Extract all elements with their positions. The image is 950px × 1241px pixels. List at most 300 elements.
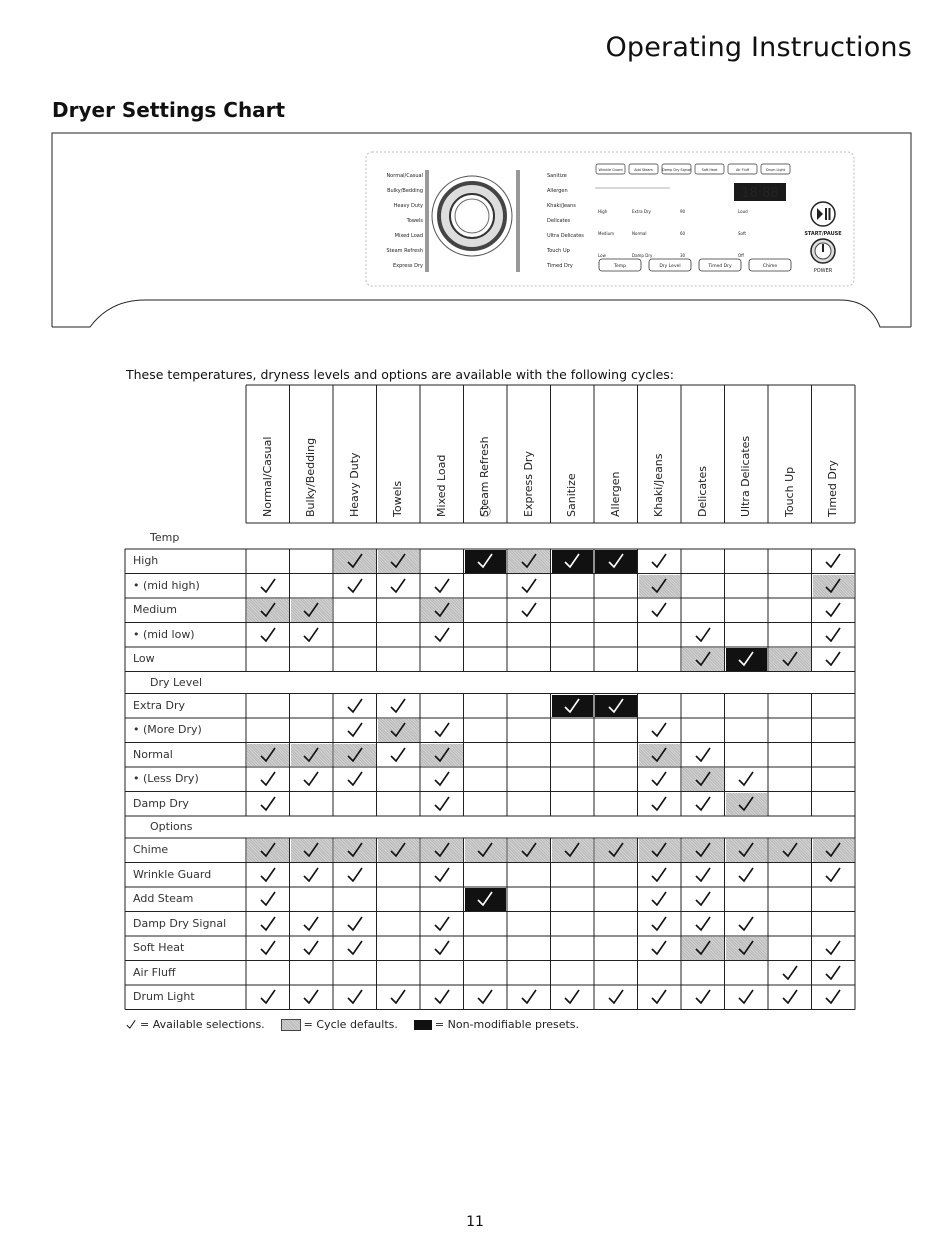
checkmark-cell-chime-heavy-duty xyxy=(334,839,376,862)
checkmark-icon xyxy=(562,988,582,1006)
column-header-khaki-jeans: Khaki/Jeans xyxy=(652,453,666,517)
checkmark-icon xyxy=(301,770,321,788)
checkmark-icon xyxy=(736,988,756,1006)
checkmark-icon xyxy=(475,841,495,859)
checkmark-cell-chime-allergen xyxy=(595,839,637,862)
checkmark-cell-high-towels xyxy=(378,550,420,573)
row-label-wrinkle-guard: Wrinkle Guard xyxy=(133,867,212,881)
svg-text:POWER: POWER xyxy=(813,268,833,274)
checkmark-icon xyxy=(693,650,713,668)
checkmark-cell-mid-low-timed-dry xyxy=(813,624,855,647)
cycle-label-khaki-jeans: Khaki/Jeans xyxy=(547,203,576,209)
checkmark-icon xyxy=(649,841,669,859)
checkmark-cell-more-dry-heavy-duty xyxy=(334,719,376,742)
checkmark-cell-drum-light-khaki-jeans xyxy=(639,986,681,1009)
svg-text:Loud: Loud xyxy=(738,209,748,214)
checkmark-cell-drum-light-allergen xyxy=(595,986,637,1009)
checkmark-cell-extra-dry-sanitize xyxy=(552,695,594,718)
checkmark-icon xyxy=(649,552,669,570)
checkmark-icon xyxy=(258,626,278,644)
checkmark-cell-wrinkle-guard-ultra-delicates xyxy=(726,864,768,887)
row-label-extra-dry: Extra Dry xyxy=(133,698,186,712)
checkmark-cell-medium-timed-dry xyxy=(813,599,855,622)
checkmark-cell-damp-dry-mixed-load xyxy=(421,793,463,816)
svg-text:Soft: Soft xyxy=(738,231,746,236)
checkmark-cell-damp-dry-delicates xyxy=(682,793,724,816)
checkmark-icon xyxy=(258,577,278,595)
checkmark-cell-add-steam-khaki-jeans xyxy=(639,888,681,911)
cycle-label-touch-up: Touch Up xyxy=(547,248,570,254)
section-header-options: Options xyxy=(150,820,193,833)
checkmark-icon xyxy=(736,915,756,933)
checkmark-icon xyxy=(823,988,843,1006)
checkmark-cell-wrinkle-guard-bulky-bedding xyxy=(291,864,333,887)
checkmark-cell-normal-mixed-load xyxy=(421,744,463,767)
page-number: 11 xyxy=(466,1214,484,1230)
checkmark-icon xyxy=(823,601,843,619)
checkmark-cell-drum-light-delicates xyxy=(682,986,724,1009)
checkmark-cell-drum-light-steam-refresh xyxy=(465,986,507,1009)
option-button-label: Damp Dry Signal xyxy=(662,168,691,172)
checkmark-cell-damp-dry-signal-normal-casual xyxy=(247,913,289,936)
row-label-damp-dry-signal: Damp Dry Signal xyxy=(133,916,227,930)
section-title: Dryer Settings Chart xyxy=(52,98,286,122)
checkmark-icon xyxy=(258,795,278,813)
checkmark-icon xyxy=(649,890,669,908)
checkmark-icon xyxy=(606,988,626,1006)
checkmark-icon xyxy=(693,746,713,764)
checkmark-cell-less-dry-khaki-jeans xyxy=(639,768,681,791)
checkmark-cell-low-ultra-delicates xyxy=(726,648,768,671)
checkmark-icon xyxy=(649,601,669,619)
svg-text:18:88: 18:88 xyxy=(741,186,779,201)
checkmark-cell-soft-heat-delicates xyxy=(682,937,724,960)
checkmark-icon xyxy=(693,988,713,1006)
checkmark-cell-drum-light-touch-up xyxy=(769,986,811,1009)
row-label-mid-low: • (mid low) xyxy=(133,627,195,641)
checkmark-cell-wrinkle-guard-heavy-duty xyxy=(334,864,376,887)
checkmark-cell-medium-bulky-bedding xyxy=(291,599,333,622)
checkmark-cell-damp-dry-signal-khaki-jeans xyxy=(639,913,681,936)
checkmark-icon xyxy=(388,746,408,764)
checkmark-icon xyxy=(432,626,452,644)
svg-text:Off: Off xyxy=(738,253,744,258)
checkmark-icon xyxy=(301,939,321,957)
checkmark-icon xyxy=(736,795,756,813)
checkmark-icon xyxy=(345,841,365,859)
page-header-title: Operating Instructions xyxy=(605,32,912,63)
checkmark-icon xyxy=(258,601,278,619)
checkmark-cell-wrinkle-guard-khaki-jeans xyxy=(639,864,681,887)
column-header-mixed-load: Mixed Load xyxy=(434,454,448,517)
checkmark-cell-damp-dry-signal-mixed-load xyxy=(421,913,463,936)
section-header-temp: Temp xyxy=(150,531,180,544)
checkmark-cell-wrinkle-guard-normal-casual xyxy=(247,864,289,887)
checkmark-icon xyxy=(432,577,452,595)
checkmark-icon xyxy=(519,841,539,859)
checkmark-icon xyxy=(345,988,365,1006)
checkmark-cell-medium-normal-casual xyxy=(247,599,289,622)
checkmark-cell-high-heavy-duty xyxy=(334,550,376,573)
column-header-heavy-duty: Heavy Duty xyxy=(347,452,361,517)
checkmark-icon xyxy=(693,626,713,644)
checkmark-icon xyxy=(562,697,582,715)
checkmark-cell-mid-low-delicates xyxy=(682,624,724,647)
checkmark-icon xyxy=(823,552,843,570)
column-header-express-dry: Express Dry xyxy=(521,451,535,517)
column-header-towels: Towels xyxy=(391,480,405,517)
checkmark-icon xyxy=(823,964,843,982)
checkmark-icon xyxy=(736,650,756,668)
svg-text:Extra Dry: Extra Dry xyxy=(632,209,651,214)
cycle-label-steam-refresh: Steam Refresh xyxy=(386,248,423,254)
checkmark-icon xyxy=(519,601,539,619)
checkmark-icon xyxy=(736,770,756,788)
checkmark-cell-chime-express-dry xyxy=(508,839,550,862)
checkmark-icon xyxy=(345,721,365,739)
checkmark-cell-mid-high-mixed-load xyxy=(421,575,463,598)
checkmark-cell-air-fluff-touch-up xyxy=(769,962,811,985)
column-header-timed-dry: Timed Dry xyxy=(826,460,840,517)
row-label-soft-heat: Soft Heat xyxy=(133,941,185,955)
checkmark-icon xyxy=(388,552,408,570)
option-button-label: Add Steam xyxy=(634,168,653,172)
checkmark-cell-soft-heat-mixed-load xyxy=(421,937,463,960)
checkmark-cell-mid-high-towels xyxy=(378,575,420,598)
legend-defaults: = Cycle defaults. xyxy=(303,1018,398,1031)
checkmark-icon xyxy=(388,721,408,739)
option-button-label: Wrinkle Guard xyxy=(598,168,623,172)
checkmark-icon xyxy=(649,915,669,933)
checkmark-cell-drum-light-towels xyxy=(378,986,420,1009)
checkmark-cell-normal-delicates xyxy=(682,744,724,767)
option-button-label: Drum Light xyxy=(766,168,785,172)
row-label-mid-high: • (mid high) xyxy=(133,578,200,592)
checkmark-icon xyxy=(432,770,452,788)
checkmark-cell-wrinkle-guard-mixed-load xyxy=(421,864,463,887)
option-button-label: Air Fluff xyxy=(735,168,750,172)
checkmark-cell-drum-light-timed-dry xyxy=(813,986,855,1009)
checkmark-icon xyxy=(823,866,843,884)
checkmark-icon xyxy=(125,1019,137,1030)
checkmark-icon xyxy=(301,746,321,764)
checkmark-cell-drum-light-express-dry xyxy=(508,986,550,1009)
checkmark-cell-drum-light-bulky-bedding xyxy=(291,986,333,1009)
checkmark-cell-soft-heat-heavy-duty xyxy=(334,937,376,960)
checkmark-cell-chime-bulky-bedding xyxy=(291,839,333,862)
checkmark-cell-add-steam-steam-refresh xyxy=(465,888,507,911)
checkmark-icon xyxy=(562,552,582,570)
checkmark-icon xyxy=(736,841,756,859)
checkmark-cell-less-dry-bulky-bedding xyxy=(291,768,333,791)
checkmark-cell-extra-dry-towels xyxy=(378,695,420,718)
checkmark-cell-drum-light-mixed-load xyxy=(421,986,463,1009)
checkmark-icon xyxy=(388,697,408,715)
checkmark-cell-less-dry-ultra-delicates xyxy=(726,768,768,791)
checkmark-cell-normal-towels xyxy=(378,744,420,767)
svg-text:START/PAUSE: START/PAUSE xyxy=(804,231,842,237)
checkmark-icon xyxy=(432,721,452,739)
checkmark-cell-more-dry-towels xyxy=(378,719,420,742)
checkmark-icon xyxy=(258,915,278,933)
cycle-label-allergen: Allergen xyxy=(547,188,568,194)
checkmark-cell-soft-heat-bulky-bedding xyxy=(291,937,333,960)
column-header-steam-refresh: Steam Refresh xyxy=(478,436,492,517)
checkmark-icon xyxy=(780,841,800,859)
checkmark-icon xyxy=(519,552,539,570)
checkmark-icon xyxy=(388,841,408,859)
checkmark-cell-mid-high-timed-dry xyxy=(813,575,855,598)
cycle-label-express-dry: Express Dry xyxy=(393,263,423,269)
checkmark-cell-soft-heat-timed-dry xyxy=(813,937,855,960)
checkmark-icon xyxy=(301,626,321,644)
column-header-normal-casual: Normal/Casual xyxy=(260,436,274,517)
checkmark-cell-mid-high-heavy-duty xyxy=(334,575,376,598)
row-label-normal: Normal xyxy=(133,747,173,761)
checkmark-cell-high-express-dry xyxy=(508,550,550,573)
cycle-label-sanitize: Sanitize xyxy=(547,173,567,179)
checkmark-cell-drum-light-ultra-delicates xyxy=(726,986,768,1009)
checkmark-cell-chime-normal-casual xyxy=(247,839,289,862)
checkmark-cell-medium-express-dry xyxy=(508,599,550,622)
checkmark-cell-less-dry-normal-casual xyxy=(247,768,289,791)
checkmark-icon xyxy=(301,988,321,1006)
checkmark-icon xyxy=(649,939,669,957)
checkmark-cell-chime-khaki-jeans xyxy=(639,839,681,862)
checkmark-cell-extra-dry-heavy-duty xyxy=(334,695,376,718)
checkmark-cell-high-khaki-jeans xyxy=(639,550,681,573)
checkmark-cell-chime-steam-refresh xyxy=(465,839,507,862)
checkmark-cell-mid-high-khaki-jeans xyxy=(639,575,681,598)
checkmark-icon xyxy=(345,770,365,788)
checkmark-cell-damp-dry-ultra-delicates xyxy=(726,793,768,816)
row-label-damp-dry: Damp Dry xyxy=(133,796,189,810)
checkmark-icon xyxy=(345,746,365,764)
row-label-add-steam: Add Steam xyxy=(133,892,194,906)
checkmark-cell-medium-khaki-jeans xyxy=(639,599,681,622)
checkmark-cell-wrinkle-guard-timed-dry xyxy=(813,864,855,887)
preset-swatch xyxy=(414,1020,432,1030)
checkmark-icon xyxy=(432,795,452,813)
cycle-label-towels: Towels xyxy=(406,218,423,224)
checkmark-icon xyxy=(649,577,669,595)
checkmark-icon xyxy=(649,795,669,813)
checkmark-cell-chime-timed-dry xyxy=(813,839,855,862)
checkmark-icon xyxy=(475,890,495,908)
checkmark-cell-mid-low-mixed-load xyxy=(421,624,463,647)
checkmark-icon xyxy=(693,770,713,788)
column-header-touch-up: Touch Up xyxy=(782,466,796,517)
setting-button-label: Chime xyxy=(762,264,778,269)
checkmark-icon xyxy=(649,770,669,788)
checkmark-cell-chime-touch-up xyxy=(769,839,811,862)
checkmark-icon xyxy=(432,939,452,957)
checkmark-cell-mid-high-express-dry xyxy=(508,575,550,598)
checkmark-icon xyxy=(258,746,278,764)
checkmark-icon xyxy=(693,890,713,908)
checkmark-icon xyxy=(649,746,669,764)
svg-text:Medium: Medium xyxy=(598,231,614,236)
checkmark-icon xyxy=(388,577,408,595)
checkmark-cell-wrinkle-guard-delicates xyxy=(682,864,724,887)
checkmark-cell-high-steam-refresh xyxy=(465,550,507,573)
checkmark-icon xyxy=(823,626,843,644)
option-button-label: Soft Heat xyxy=(701,168,718,172)
checkmark-cell-soft-heat-khaki-jeans xyxy=(639,937,681,960)
checkmark-icon xyxy=(432,841,452,859)
checkmark-cell-damp-dry-signal-bulky-bedding xyxy=(291,913,333,936)
checkmark-cell-low-touch-up xyxy=(769,648,811,671)
checkmark-cell-mid-low-normal-casual xyxy=(247,624,289,647)
checkmark-icon xyxy=(649,866,669,884)
checkmark-icon xyxy=(258,890,278,908)
checkmark-icon xyxy=(432,866,452,884)
checkmark-cell-medium-mixed-load xyxy=(421,599,463,622)
checkmark-icon xyxy=(823,650,843,668)
checkmark-icon xyxy=(475,552,495,570)
section-header-dry-level: Dry Level xyxy=(150,675,203,689)
checkmark-cell-add-steam-normal-casual xyxy=(247,888,289,911)
checkmark-icon xyxy=(780,988,800,1006)
checkmark-icon xyxy=(345,697,365,715)
checkmark-icon xyxy=(345,939,365,957)
checkmark-icon xyxy=(519,577,539,595)
checkmark-cell-normal-bulky-bedding xyxy=(291,744,333,767)
checkmark-cell-mid-high-normal-casual xyxy=(247,575,289,598)
row-label-chime: Chime xyxy=(133,843,169,857)
row-label-low: Low xyxy=(133,652,155,666)
checkmark-icon xyxy=(562,841,582,859)
checkmark-icon xyxy=(649,988,669,1006)
checkmark-cell-more-dry-khaki-jeans xyxy=(639,719,681,742)
checkmark-icon xyxy=(345,915,365,933)
column-header-allergen: Allergen xyxy=(608,471,622,517)
checkmark-icon xyxy=(258,866,278,884)
row-label-less-dry: • (Less Dry) xyxy=(133,772,199,786)
column-header-bulky-bedding: Bulky/Bedding xyxy=(304,437,318,517)
checkmark-icon xyxy=(301,866,321,884)
checkmark-icon xyxy=(301,841,321,859)
checkmark-cell-less-dry-mixed-load xyxy=(421,768,463,791)
checkmark-cell-air-fluff-timed-dry xyxy=(813,962,855,985)
row-label-air-fluff: Air Fluff xyxy=(133,965,176,979)
checkmark-cell-damp-dry-normal-casual xyxy=(247,793,289,816)
setting-button-label: Temp xyxy=(614,264,626,269)
row-label-more-dry: • (More Dry) xyxy=(133,723,202,737)
checkmark-icon xyxy=(258,939,278,957)
checkmark-icon xyxy=(432,601,452,619)
svg-text:Low: Low xyxy=(598,253,606,258)
setting-button-label: Timed Dry xyxy=(708,264,732,269)
svg-text:High: High xyxy=(598,209,608,214)
checkmark-cell-low-timed-dry xyxy=(813,648,855,671)
svg-text:Damp Dry: Damp Dry xyxy=(632,253,653,258)
cycle-label-ultra-delicates: Ultra Delicates xyxy=(547,233,584,239)
checkmark-icon xyxy=(780,650,800,668)
checkmark-icon xyxy=(606,552,626,570)
cycle-label-normal-casual: Normal/Casual xyxy=(386,173,423,179)
checkmark-cell-extra-dry-allergen xyxy=(595,695,637,718)
chart-intro-text: These temperatures, dryness levels and options are available with the following cycles: xyxy=(126,367,675,382)
checkmark-cell-damp-dry-signal-ultra-delicates xyxy=(726,913,768,936)
checkmark-cell-less-dry-heavy-duty xyxy=(334,768,376,791)
checkmark-icon xyxy=(432,988,452,1006)
checkmark-cell-soft-heat-ultra-delicates xyxy=(726,937,768,960)
checkmark-cell-chime-sanitize xyxy=(552,839,594,862)
checkmark-cell-damp-dry-signal-delicates xyxy=(682,913,724,936)
checkmark-cell-normal-khaki-jeans xyxy=(639,744,681,767)
svg-text:60: 60 xyxy=(680,231,686,236)
checkmark-icon xyxy=(519,988,539,1006)
cycle-label-heavy-duty: Heavy Duty xyxy=(393,203,423,209)
row-label-drum-light: Drum Light xyxy=(133,990,195,1004)
cycle-label-bulky-bedding: Bulky/Bedding xyxy=(387,188,423,194)
cycle-default-swatch xyxy=(281,1019,301,1031)
checkmark-cell-drum-light-sanitize xyxy=(552,986,594,1009)
checkmark-icon xyxy=(823,939,843,957)
checkmark-icon xyxy=(345,552,365,570)
chart-legend xyxy=(125,1018,579,1031)
checkmark-cell-chime-towels xyxy=(378,839,420,862)
checkmark-cell-mid-low-bulky-bedding xyxy=(291,624,333,647)
cycle-label-mixed-load: Mixed Load xyxy=(394,233,423,239)
checkmark-icon xyxy=(736,939,756,957)
setting-button-label: Dry Level xyxy=(659,264,681,269)
checkmark-cell-normal-normal-casual xyxy=(247,744,289,767)
checkmark-icon xyxy=(432,746,452,764)
checkmark-icon xyxy=(606,841,626,859)
svg-text:30: 30 xyxy=(680,253,686,258)
checkmark-icon xyxy=(301,915,321,933)
checkmark-icon xyxy=(258,841,278,859)
checkmark-icon xyxy=(693,795,713,813)
checkmark-icon xyxy=(345,577,365,595)
checkmark-cell-chime-ultra-delicates xyxy=(726,839,768,862)
checkmark-cell-soft-heat-normal-casual xyxy=(247,937,289,960)
checkmark-cell-high-allergen xyxy=(595,550,637,573)
row-label-high: High xyxy=(133,554,159,568)
checkmark-icon xyxy=(823,577,843,595)
checkmark-cell-damp-dry-signal-heavy-duty xyxy=(334,913,376,936)
checkmark-icon xyxy=(736,866,756,884)
checkmark-icon xyxy=(432,915,452,933)
checkmark-icon xyxy=(780,964,800,982)
checkmark-cell-drum-light-heavy-duty xyxy=(334,986,376,1009)
row-label-medium: Medium xyxy=(133,603,177,617)
legend-available: = Available selections. xyxy=(140,1018,265,1031)
checkmark-icon xyxy=(693,866,713,884)
checkmark-icon xyxy=(693,939,713,957)
checkmark-icon xyxy=(823,841,843,859)
checkmark-icon xyxy=(693,915,713,933)
svg-text:Normal: Normal xyxy=(632,231,647,236)
checkmark-cell-high-sanitize xyxy=(552,550,594,573)
checkmark-icon xyxy=(301,601,321,619)
checkmark-cell-damp-dry-khaki-jeans xyxy=(639,793,681,816)
checkmark-icon xyxy=(388,988,408,1006)
checkmark-cell-more-dry-mixed-load xyxy=(421,719,463,742)
cycle-label-delicates: Delicates xyxy=(547,218,571,224)
checkmark-icon xyxy=(649,721,669,739)
column-header-ultra-delicates: Ultra Delicates xyxy=(739,435,753,517)
checkmark-icon xyxy=(258,770,278,788)
checkmark-cell-chime-mixed-load xyxy=(421,839,463,862)
column-header-sanitize: Sanitize xyxy=(565,473,579,517)
checkmark-icon xyxy=(693,841,713,859)
checkmark-cell-add-steam-delicates xyxy=(682,888,724,911)
checkmark-cell-normal-heavy-duty xyxy=(334,744,376,767)
cycle-label-timed-dry: Timed Dry xyxy=(547,263,573,269)
